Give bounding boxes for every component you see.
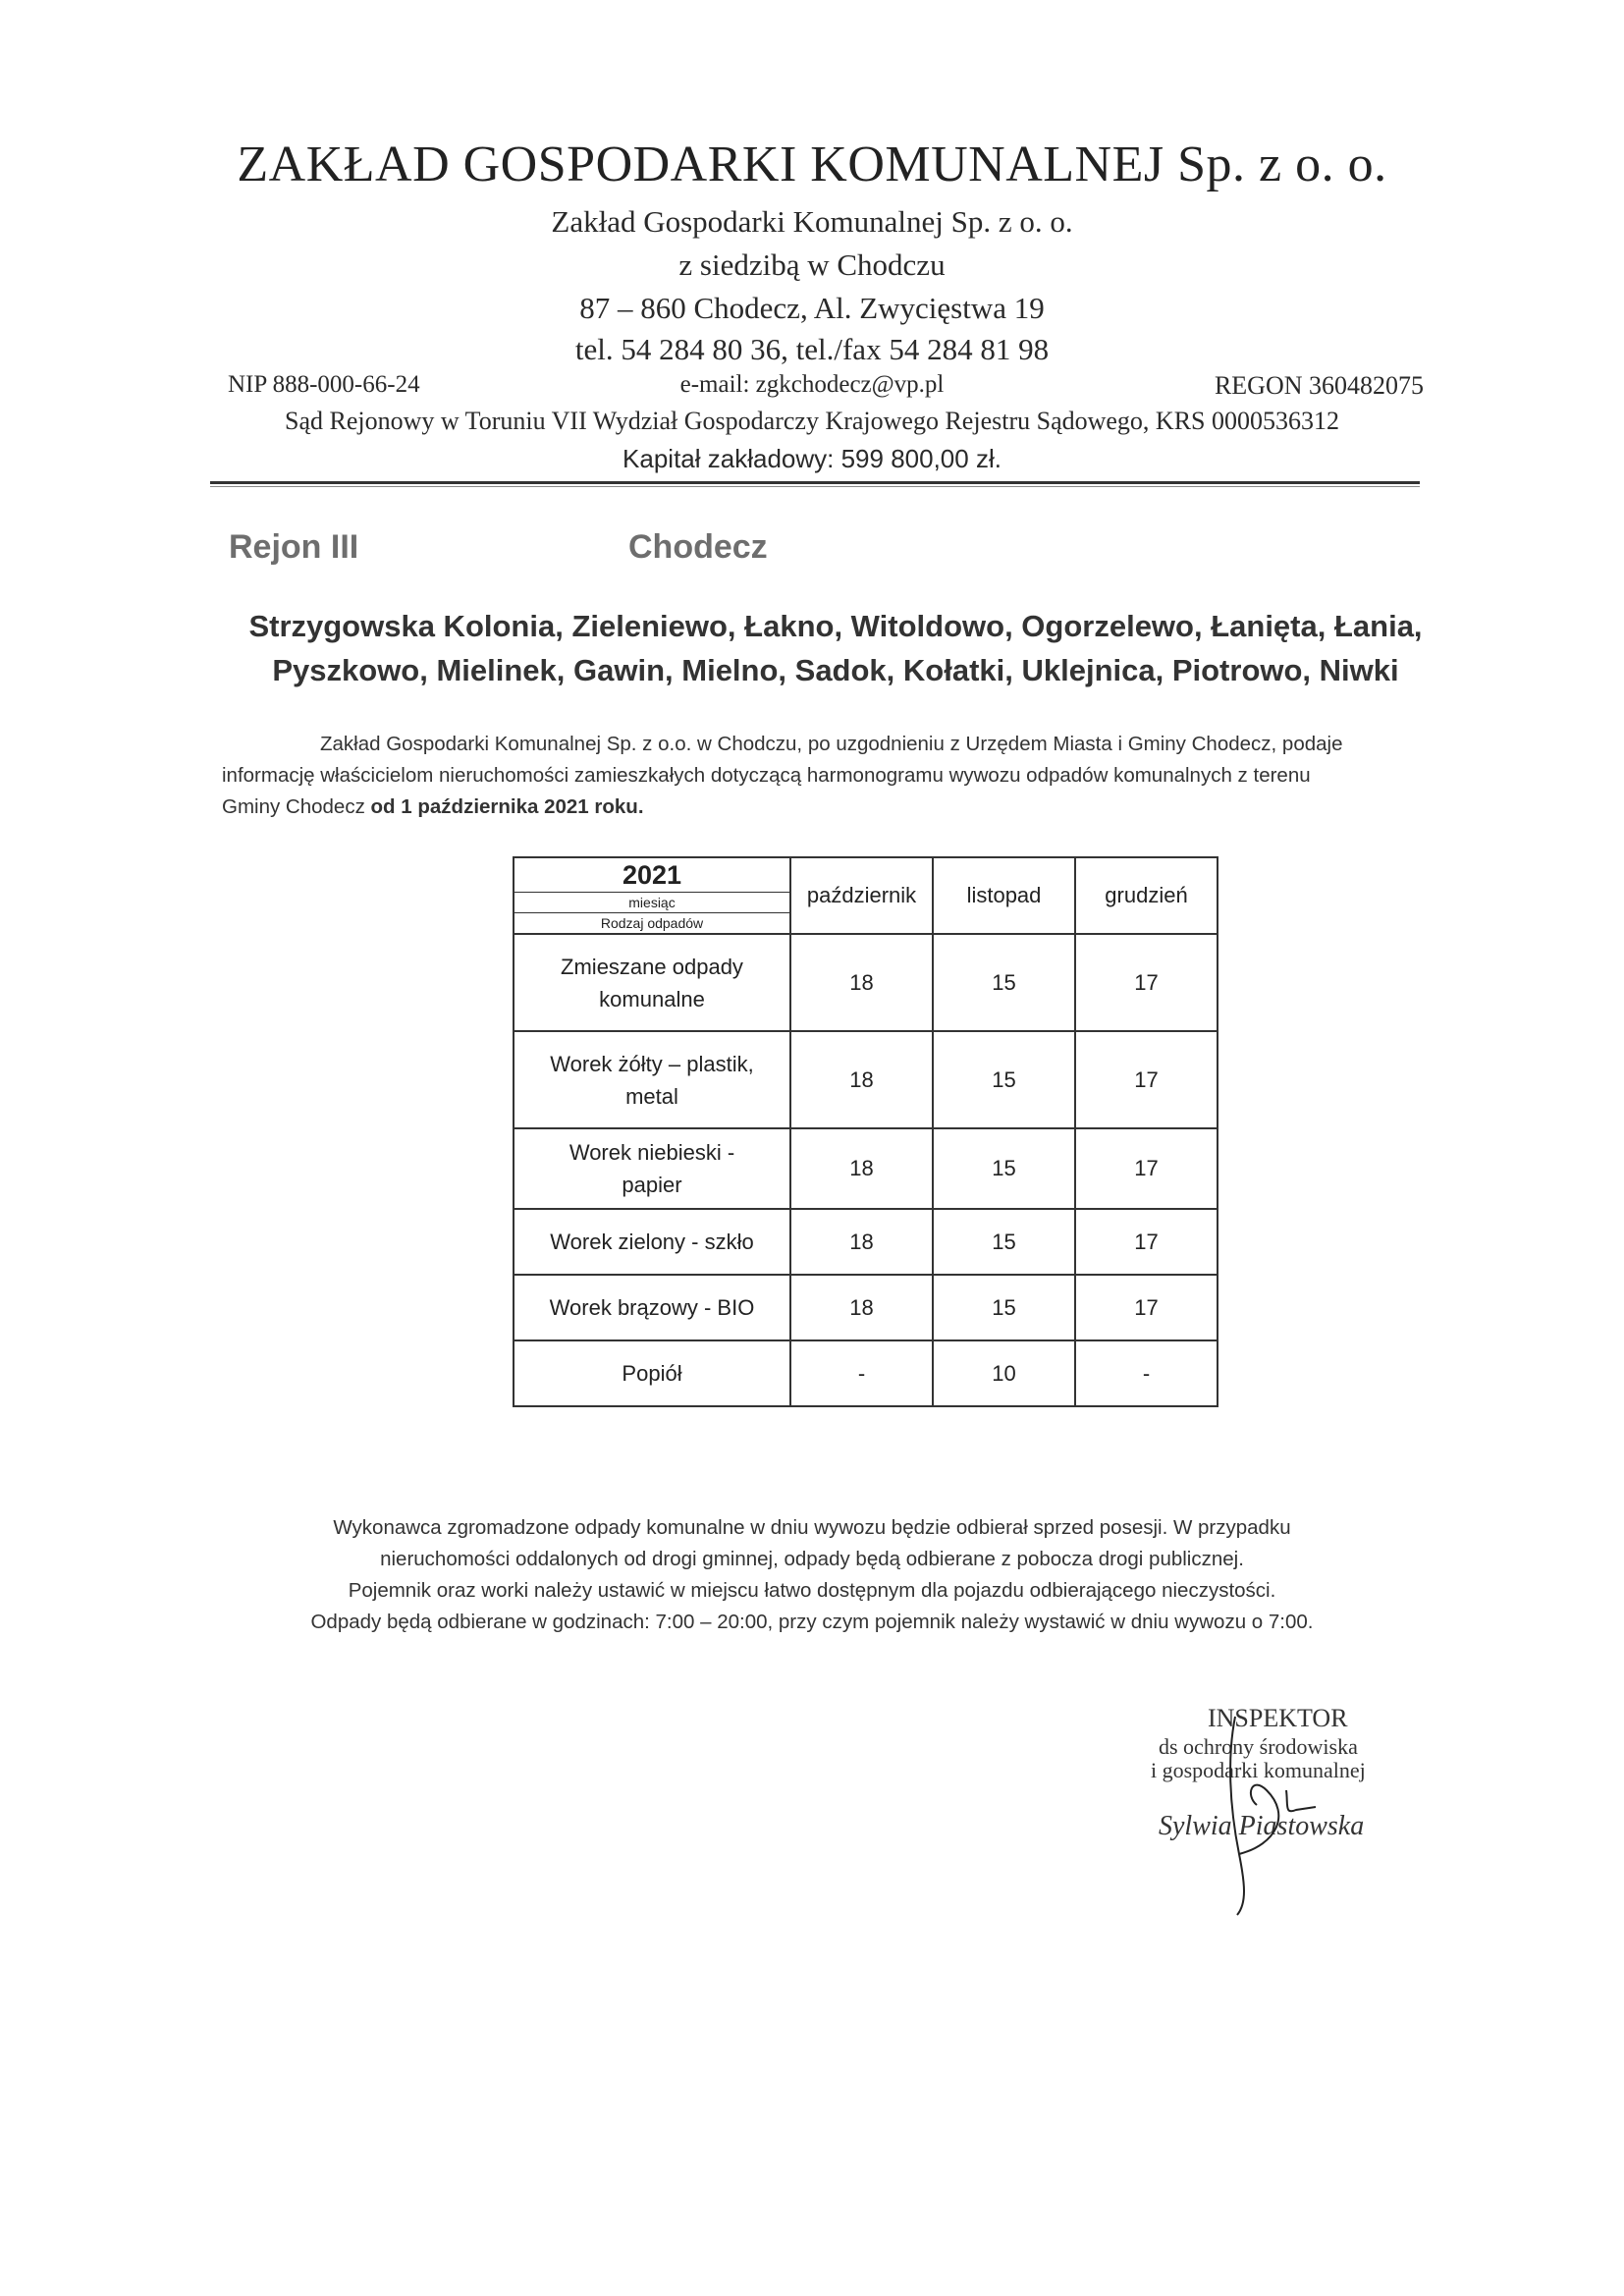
footer-line-1: Wykonawca zgromadzone odpady komunalne w dniu wywozu będzie odbierał sprzed posesji. W przypadku <box>333 1516 1291 1539</box>
year-header-cell <box>514 857 790 934</box>
waste-type: Worek żółty – plastik, metal <box>514 1031 790 1128</box>
table-row <box>514 1209 1218 1275</box>
villages-line-1: Strzygowska Kolonia, Zieleniewo, Łakno, Witoldowo, Ogorzelewo, Łanięta, Łania, <box>248 609 1423 643</box>
pickup-day: 18 <box>790 1031 933 1128</box>
villages-line-2: Pyszkowo, Mielinek, Gawin, Mielno, Sadok, Kołatki, Uklejnica, Piotrowo, Niwki <box>272 653 1399 687</box>
pickup-day: 18 <box>790 1275 933 1340</box>
schedule-table <box>513 856 1218 1407</box>
company-name: Zakład Gospodarki Komunalnej Sp. z o. o. <box>551 204 1073 239</box>
table-row <box>514 1031 1218 1128</box>
pickup-day: 17 <box>1075 1128 1218 1209</box>
company-seat: z siedzibą w Chodczu <box>678 247 946 282</box>
court-registry: Sąd Rejonowy w Toruniu VII Wydział Gospodarczy Krajowego Rejestru Sądowego, KRS 0000536312 <box>284 407 1340 435</box>
waste-type: Zmieszane odpady komunalne <box>514 934 790 1031</box>
intro-line-1: Zakład Gospodarki Komunalnej Sp. z o.o. w Chodczu, po uzgodnieniu z Urzędem Miasta i Gminy Chodecz, podaje <box>320 733 1343 755</box>
pickup-day: 10 <box>933 1340 1075 1406</box>
stamp-name: Sylwia Piastowska <box>1159 1811 1365 1841</box>
inspector-stamp <box>1119 1697 1453 1923</box>
pickup-day: 17 <box>1075 1031 1218 1128</box>
pickup-day: 17 <box>1075 934 1218 1031</box>
header-divider-thin <box>210 486 1420 487</box>
company-email: e-mail: zgkchodecz@vp.pl <box>679 371 945 398</box>
pickup-day: 18 <box>790 1128 933 1209</box>
month-caption: miesiąc <box>514 893 789 913</box>
share-capital: Kapitał zakładowy: 599 800,00 zł. <box>623 444 1001 473</box>
town-label: Chodecz <box>628 528 768 566</box>
company-title: ZAKŁAD GOSPODARKI KOMUNALNEJ Sp. z o. o. <box>237 137 1387 192</box>
nip-number: NIP 888-000-66-24 <box>228 371 420 398</box>
pickup-day: 15 <box>933 1275 1075 1340</box>
intro-line-3: Gminy Chodecz <box>222 795 371 818</box>
waste-type: Worek brązowy - BIO <box>514 1275 790 1340</box>
pickup-day: 17 <box>1075 1275 1218 1340</box>
pickup-day: 15 <box>933 1031 1075 1128</box>
region-label: Rejon III <box>229 528 359 566</box>
signature-flourish <box>1286 1790 1316 1811</box>
pickup-day: 15 <box>933 1209 1075 1275</box>
header-divider <box>210 481 1420 484</box>
company-address: 87 – 860 Chodecz, Al. Zwycięstwa 19 <box>579 291 1045 325</box>
stamp-title: INSPEKTOR <box>1208 1704 1348 1732</box>
year: 2021 <box>514 858 789 893</box>
waste-type: Worek zielony - szkło <box>514 1209 790 1275</box>
company-phone: tel. 54 284 80 36, tel./fax 54 284 81 98 <box>574 332 1050 366</box>
table-header-row <box>514 857 1218 934</box>
month-header: grudzień <box>1075 857 1218 934</box>
month-header: październik <box>790 857 933 934</box>
intro-paragraph <box>222 729 1410 823</box>
pickup-day: 18 <box>790 1209 933 1275</box>
footer-line-2: nieruchomości oddalonych od drogi gminnej, odpady będą odbierane z pobocza drogi publicznej. <box>380 1548 1244 1570</box>
waste-type: Worek niebieski - papier <box>514 1128 790 1209</box>
footer-line-4: Odpady będą odbierane w godzinach: 7:00 – 20:00, przy czym pojemnik należy wystawić w dniu wywozu o 7:00. <box>310 1611 1314 1633</box>
waste-type: Popiół <box>514 1340 790 1406</box>
regon-number: REGON 360482075 <box>1214 371 1424 400</box>
table-row <box>514 1340 1218 1406</box>
table-row <box>514 1275 1218 1340</box>
stamp-line-1: ds ochrony środowiska <box>1159 1734 1358 1759</box>
pickup-day: 18 <box>790 934 933 1031</box>
footer-line-3: Pojemnik oraz worki należy ustawić w miejscu łatwo dostępnym dla pojazdu odbierającego nieczystości. <box>348 1579 1276 1602</box>
intro-date: od 1 października 2021 roku. <box>370 795 644 818</box>
pickup-day: - <box>1075 1340 1218 1406</box>
intro-line-2: informację właścicielom nieruchomości zamieszkałych dotyczącą harmonogramu wywozu odpadów komunalnych z terenu <box>222 764 1311 787</box>
stamp-line-2: i gospodarki komunalnej <box>1151 1758 1366 1782</box>
pickup-day: 17 <box>1075 1209 1218 1275</box>
pickup-day: 15 <box>933 1128 1075 1209</box>
pickup-day: 15 <box>933 934 1075 1031</box>
table-row <box>514 934 1218 1031</box>
pickup-day: - <box>790 1340 933 1406</box>
table-row <box>514 1128 1218 1209</box>
month-header: listopad <box>933 857 1075 934</box>
waste-type-caption: Rodzaj odpadów <box>600 915 704 931</box>
